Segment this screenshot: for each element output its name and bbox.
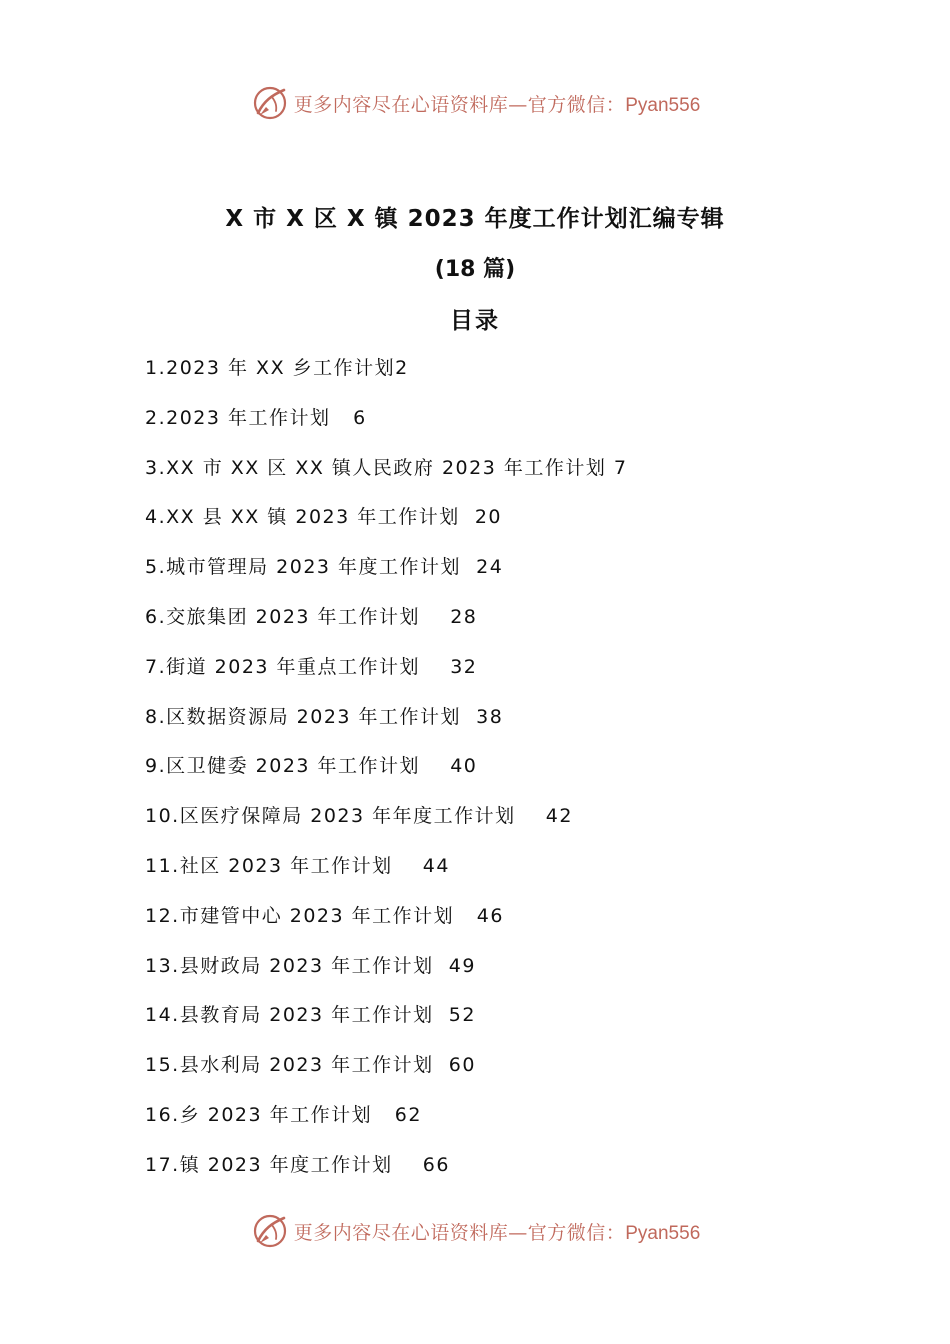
toc-item[interactable]: 5.城市管理局 2023 年度工作计划 24 <box>145 556 504 579</box>
toc-item[interactable]: 8.区数据资源局 2023 年工作计划 38 <box>145 705 504 728</box>
toc-item[interactable]: 12.市建管中心 2023 年工作计划 46 <box>145 904 504 927</box>
toc-item[interactable]: 17.镇 2023 年度工作计划 66 <box>145 1153 450 1176</box>
watermark-handle: Pyan556 <box>625 94 701 116</box>
toc-item[interactable]: 16.乡 2023 年工作计划 62 <box>145 1103 422 1126</box>
watermark-handle: Pyan556 <box>625 1222 701 1244</box>
toc-heading: 目录 <box>450 308 500 334</box>
watermark-banner-bottom <box>0 1209 950 1253</box>
pen-logo-icon <box>250 83 290 123</box>
pen-logo-icon <box>250 1211 290 1251</box>
toc-item[interactable]: 13.县财政局 2023 年工作计划 49 <box>145 954 476 977</box>
toc-item[interactable]: 3.XX 市 XX 区 XX 镇人民政府 2023 年工作计划 7 <box>145 456 628 479</box>
toc-item[interactable]: 7.街道 2023 年重点工作计划 32 <box>145 655 478 678</box>
toc-item[interactable]: 9.区卫健委 2023 年工作计划 40 <box>145 755 478 778</box>
toc-item[interactable]: 15.县水利局 2023 年工作计划 60 <box>145 1054 476 1077</box>
watermark-banner-top <box>0 81 950 125</box>
table-of-contents <box>145 353 845 1200</box>
toc-item[interactable]: 2.2023 年工作计划 6 <box>145 406 367 429</box>
watermark-text: 更多内容尽在心语资料库—官方微信：Pyan556 <box>293 1221 701 1244</box>
toc-item[interactable]: 6.交旅集团 2023 年工作计划 28 <box>145 605 478 628</box>
toc-item[interactable]: 10.区医疗保障局 2023 年年度工作计划 42 <box>145 805 573 828</box>
toc-item[interactable]: 1.2023 年 XX 乡工作计划2 <box>145 357 409 379</box>
document-subtitle: (18 篇) <box>434 257 516 282</box>
watermark-text: 更多内容尽在心语资料库—官方微信：Pyan556 <box>293 93 701 116</box>
toc-item[interactable]: 14.县教育局 2023 年工作计划 52 <box>145 1004 476 1027</box>
document-title: X 市 X 区 X 镇 2023 年度工作计划汇编专辑 <box>225 206 725 232</box>
toc-item[interactable]: 4.XX 县 XX 镇 2023 年工作计划 20 <box>145 506 502 529</box>
toc-item[interactable]: 11.社区 2023 年工作计划 44 <box>145 854 450 877</box>
